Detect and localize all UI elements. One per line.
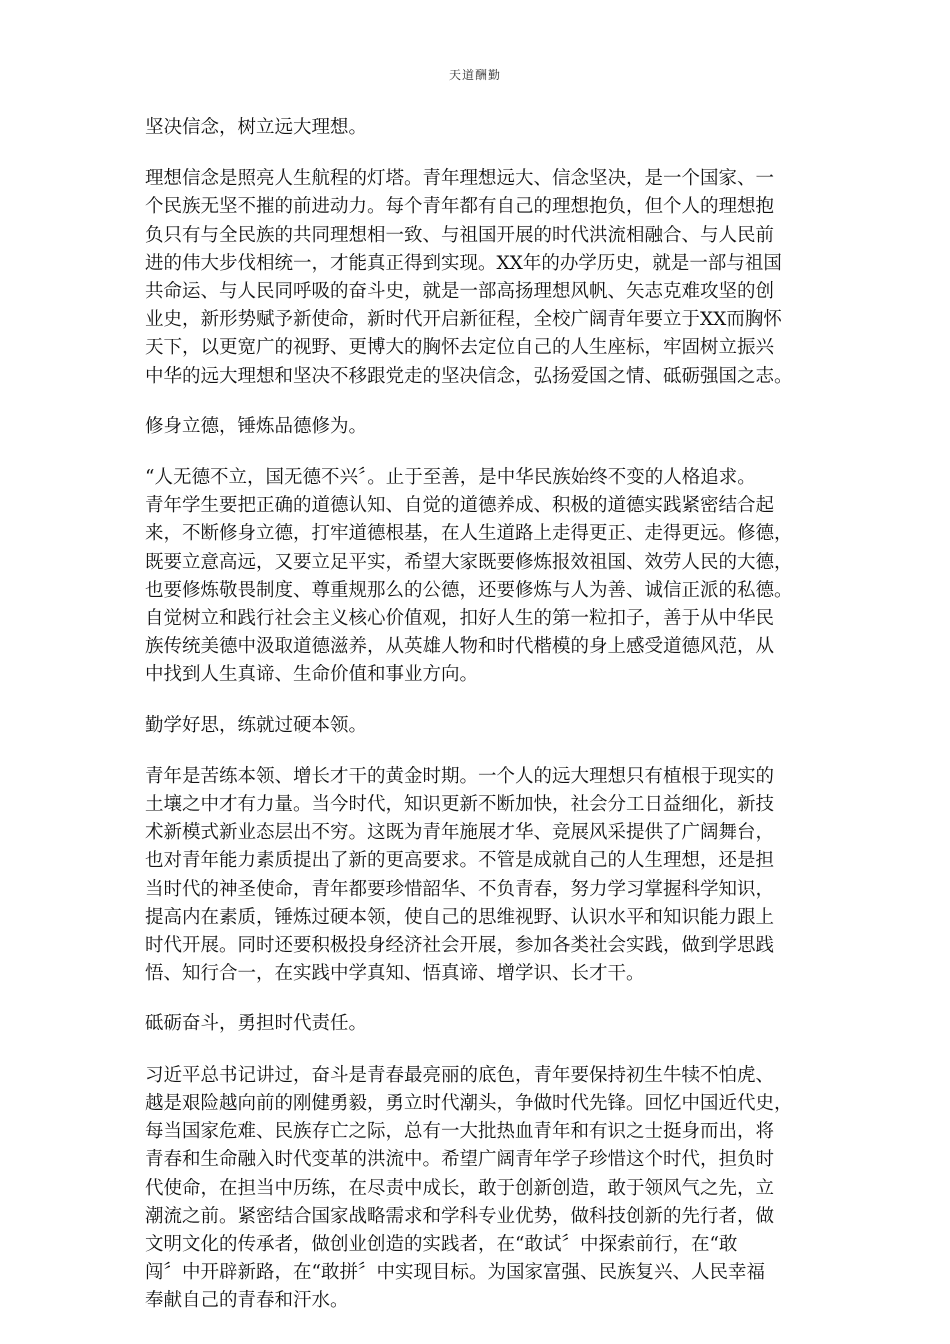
paragraph-line: 族传统美德中汲取道德滋养，从英雄人物和时代楷模的身上感受道德风范，从 [145,636,775,658]
section-heading: 勤学好思，练就过硬本领。 [145,714,368,736]
section-paragraph [145,763,805,989]
paragraph-line: 自觉树立和践行社会主义核心价值观，扣好人生的第一粒扣子，善于从中华民 [145,608,775,630]
paragraph-line: 个民族无坚不摧的前进动力。每个青年都有自己的理想抱负，但个人的理想抱 [145,196,775,218]
paragraph-line: 共命运、与人民同呼吸的奋斗史，就是一部高扬理想风帆、矢志克难攻坚的创 [145,281,775,303]
paragraph-line: 中找到人生真谛、生命价值和事业方向。 [145,664,479,686]
page-header: 天道酬勤 [448,68,501,82]
paragraph-line: 理想信念是照亮人生航程的灯塔。青年理想远大、信念坚决，是一个国家、一 [145,168,775,190]
paragraph-line: 每当国家危难、民族存亡之际，总有一大批热血青年和有识之士挺身而出，将 [145,1121,775,1143]
paragraph-line: 业史，新形势赋予新使命，新时代开启新征程，全校广阔青年要立于XX而胸怀 [145,309,782,331]
paragraph-line: 提高内在素质，锤炼过硬本领，使自己的思维视野、认识水平和知识能力跟上 [145,906,775,928]
paragraph-line: 进的伟大步伐相统一，才能真正得到实现。XX年的办学历史，就是一部与祖国 [145,252,782,274]
paragraph-line: 时代开展。同时还要积极投身经济社会开展，参加各类社会实践，做到学思践 [145,935,775,957]
paragraph-line: 悟、知行合一，在实践中学真知、悟真谛、增学识、长才干。 [145,963,645,985]
paragraph-line: 青年学生要把正确的道德认知、自觉的道德养成、积极的道德实践紧密结合起 [145,495,775,517]
paragraph-line: 越是艰险越向前的刚健勇毅，勇立时代潮头，争做时代先锋。回忆中国近代史， [145,1092,793,1114]
paragraph-line: 中华的远大理想和坚决不移跟党走的坚决信念，弘扬爱国之情、砥砺强国之志。 [145,365,793,387]
paragraph-line: 天下，以更宽广的视野、更博大的胸怀去定位自己的人生座标，牢固树立振兴 [145,337,775,359]
section-paragraph [145,464,805,690]
paragraph-line: 闯〞中开辟新路，在“敢拼〞中实现目标。为国家富强、民族复兴、人民幸福 [145,1262,765,1284]
section-paragraph [145,1062,805,1316]
paragraph-line: 青年是苦练本领、增长才干的黄金时期。一个人的远大理想只有植根于现实的 [145,765,775,787]
paragraph-line: 负只有与全民族的共同理想相一致、与祖国开展的时代洪流相融合、与人民前 [145,224,775,246]
paragraph-line: 土壤之中才有力量。当今时代，知识更新不断加快，社会分工日益细化，新技 [145,794,775,816]
paragraph-line: 奉献自己的青春和汗水。 [145,1290,349,1312]
paragraph-line: 既要立意高远，又要立足平实，希望大家既要修炼报效祖国、效劳人民的大德， [145,551,793,573]
paragraph-line: 也对青年能力素质提出了新的更高要求。不管是成就自己的人生理想，还是担 [145,850,775,872]
paragraph-line: 青春和生命融入时代变革的洪流中。希望广阔青年学子珍惜这个时代，担负时 [145,1149,775,1171]
section-heading: 坚决信念，树立远大理想。 [145,117,368,138]
document-body [145,114,805,1338]
paragraph-line: “人无德不立，国无德不兴〞。止于至善，是中华民族始终不变的人格追求。 [145,467,756,489]
paragraph-line: 代使命，在担当中历练，在尽责中成长，敢于创新创造，敢于领风气之先，立 [145,1177,775,1199]
paragraph-line: 来，不断修身立德，打牢道德根基，在人生道路上走得更正、走得更远。修德， [145,523,793,545]
paragraph-line: 当时代的神圣使命，青年都要珍惜韶华、不负青春，努力学习掌握科学知识， [145,878,775,900]
paragraph-line: 习近平总书记讲过，奋斗是青春最亮丽的底色，青年要保持初生牛犊不怕虎、 [145,1064,775,1086]
paragraph-line: 潮流之前。紧密结合国家战略需求和学科专业优势，做科技创新的先行者，做 [145,1205,775,1227]
paragraph-line: 也要修炼敬畏制度、尊重规那么的公德，还要修炼与人为善、诚信正派的私德。 [145,579,793,601]
section-paragraph [145,165,805,391]
paragraph-line: 术新模式新业态层出不穷。这既为青年施展才华、竞展风采提供了广阔舞台， [145,822,775,844]
section-heading: 砥砺奋斗，勇担时代责任。 [145,1013,368,1035]
section-heading: 修身立德，锤炼品德修为。 [145,415,368,437]
paragraph-line: 文明文化的传承者，做创业创造的实践者，在“敢试〞中探索前行，在“敢 [145,1233,738,1255]
